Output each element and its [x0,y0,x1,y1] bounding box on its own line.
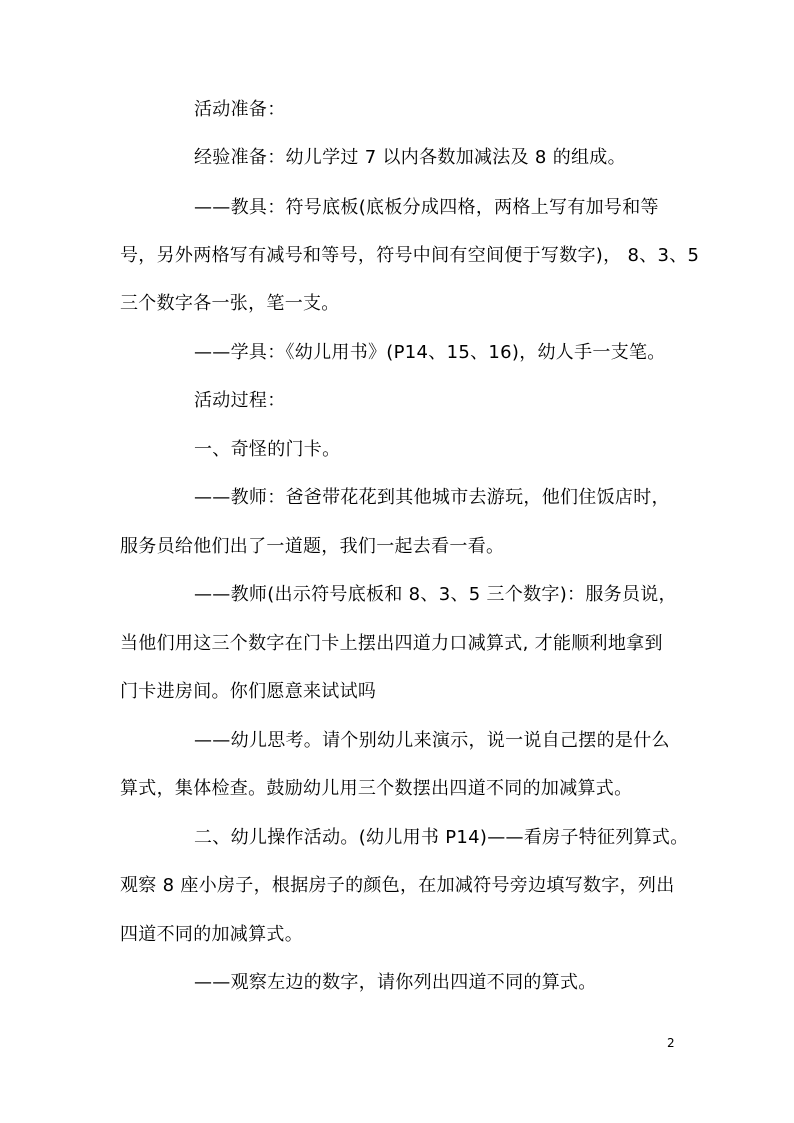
paragraph-line: ——教具：符号底板(底板分成四格，两格上写有加号和等 [194,197,659,218]
paragraph-line: 门卡进房间。你们愿意来试试吗 [120,681,377,702]
paragraph-line: ——教师(出示符号底板和 8、3、5 三个数字)：服务员说， [194,584,677,605]
paragraph-line: 算式，集体检查。鼓励幼儿用三个数摆出四道不同的加减算式。 [120,778,633,799]
paragraph-line: 活动准备： [194,99,286,120]
paragraph-line: ——观察左边的数字，请你列出四道不同的算式。 [194,972,597,993]
paragraph-line: 四道不同的加减算式。 [120,924,303,945]
paragraph-line: 观察 8 座小房子，根据房子的颜色，在加减符号旁边填写数字，列出 [120,875,675,896]
paragraph-line: ——教师：爸爸带花花到其他城市去游玩，他们住饭店时， [194,487,670,508]
paragraph-line: 服务员给他们出了一道题，我们一起去看一看。 [120,536,505,557]
section-heading: 活动过程： [194,390,286,411]
page-number: 2 [667,1036,675,1050]
paragraph-line: 号，另外两格写有减号和等号，符号中间有空间便于写数字)， 8、3、5 [120,245,700,266]
paragraph-line: ——幼儿思考。请个别幼儿来演示，说一说自己摆的是什么 [194,730,670,751]
section-heading: 一、奇怪的门卡。 [194,439,341,460]
paragraph-line: 经验准备：幼儿学过 7 以内各数加减法及 8 的组成。 [194,147,626,168]
section-heading: 二、幼儿操作活动。(幼儿用书 P14)——看房子特征列算式。 [194,827,689,848]
paragraph-line: 当他们用这三个数字在门卡上摆出四道力口减算式, 才能顺利地拿到 [120,633,663,654]
paragraph-line: ——学具：《幼儿用书》(P14、15、16)，幼人手一支笔。 [194,342,666,363]
paragraph-line: 三个数字各一张，笔一支。 [120,293,340,314]
